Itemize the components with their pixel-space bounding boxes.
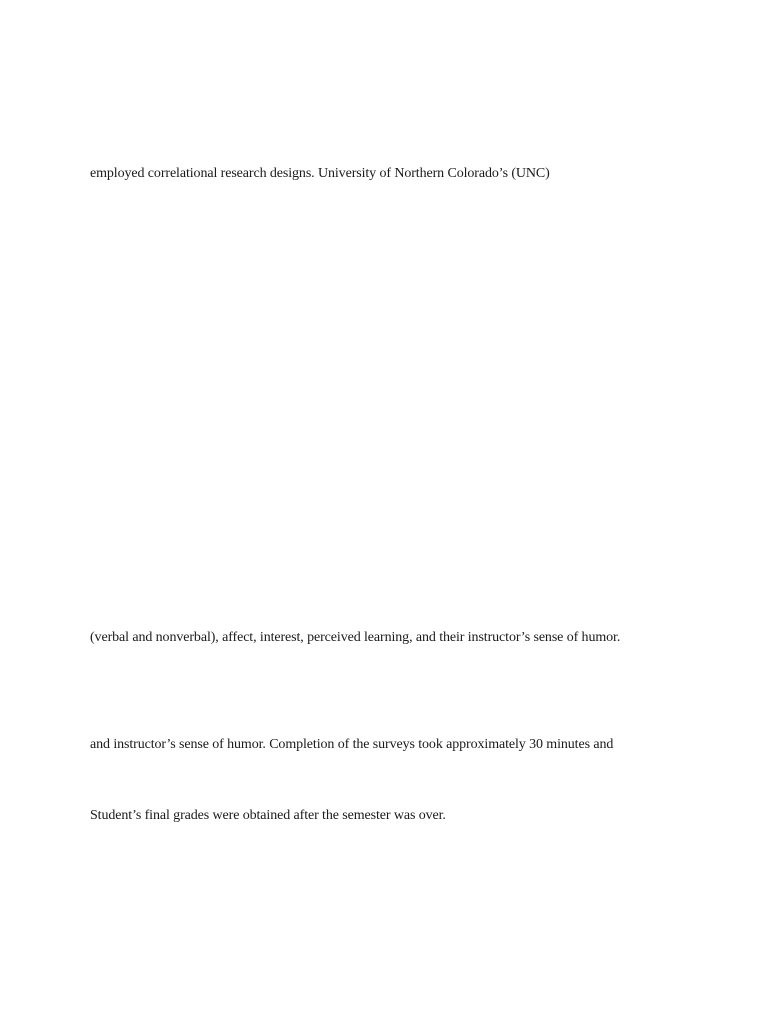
text-line: and instructor’s sense of humor. Completion of the surveys took approximately 30 minutes and [90, 737, 614, 752]
text-line: (verbal and nonverbal), affect, interest, perceived learning, and their instructor’s sense of humor. [90, 630, 621, 645]
text-line: Student’s final grades were obtained after the semester was over. [90, 808, 446, 823]
text-line: employed correlational research designs. University of Northern Colorado’s (UNC) [90, 166, 550, 181]
